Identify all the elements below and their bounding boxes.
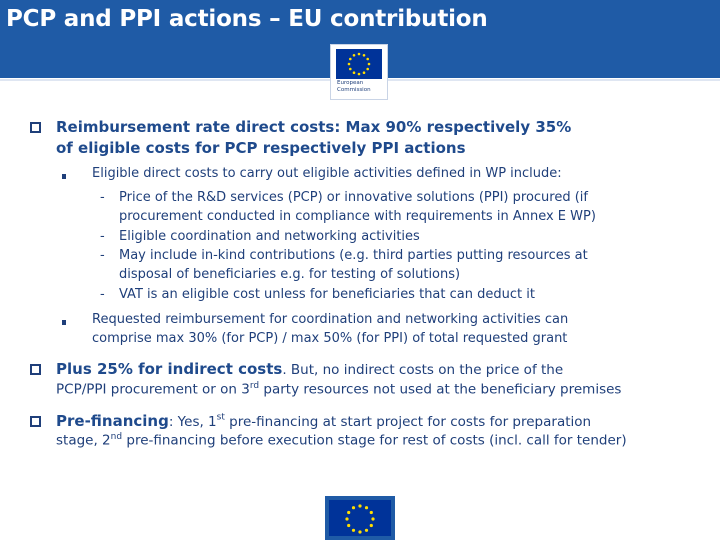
checkbox-bullet-icon [30,416,41,427]
q3-text-b: pre-financing at start project for costs for preparation [224,414,592,430]
dash-bullet-icon: - [100,287,105,302]
q2-line2-b: party resources not used at the beneficiary premises [259,381,622,398]
q2-line2-a: PCP/PPI procurement or on 3 [56,381,250,398]
bullet1-sub3-line2: disposal of beneficiaries e.g. for testing of solutions) [119,267,461,282]
bullet1-sub4: VAT is an eligible cost unless for beneficiaries that can deduct it [119,287,535,302]
checkbox-bullet-icon [30,122,41,133]
square-bullet-icon [62,174,66,179]
footer-stars-icon [329,500,391,536]
logo-line-2: Commission [337,87,371,93]
q3-text-sup: st [216,412,225,423]
q3-line1 [56,411,591,430]
q2-heading: Plus 25% for indirect costs [56,360,283,378]
q1-heading-line2: of eligible costs for PCP respectively PPI actions [56,139,466,157]
bullet1-text: Eligible direct costs to carry out eligible activities defined in WP include: [92,166,562,181]
q3-line2-a: stage, 2 [56,432,111,449]
dash-bullet-icon: - [100,229,105,244]
dash-bullet-icon: - [100,248,105,263]
bullet1-sub1-line2: procurement conducted in compliance with requirements in Annex E WP) [119,209,596,224]
footer-eu-flag-icon [329,500,391,536]
bullet1-sub1-line1: Price of the R&D services (PCP) or innovative solutions (PPI) procured (if [119,190,588,205]
square-bullet-icon [62,320,66,325]
q2-text: . But, no indirect costs on the price of the [282,362,564,378]
checkbox-bullet-icon [30,364,41,375]
q3-line2-sup: nd [110,432,123,442]
logo-line-1: European [337,80,364,86]
q1-heading-line1: Reimbursement rate direct costs: Max 90% respectively 35% [56,118,572,136]
q3-line2 [56,432,627,449]
q2-line2 [56,381,621,398]
bullet1-sub2: Eligible coordination and networking activities [119,229,420,244]
dash-bullet-icon: - [100,190,105,205]
q2-line2-sup: rd [249,381,260,391]
q3-text-a: : Yes, 1 [168,414,217,430]
q2-line1 [56,359,563,378]
bullet1-sub3-line1: May include in-kind contributions (e.g. third parties putting resources at [119,248,588,263]
bullet2-line1: Requested reimbursement for coordination and networking activities can [92,312,569,327]
q3-line2-b: pre-financing before execution stage for rest of costs (incl. call for tender) [122,432,627,449]
bullet2-line2: comprise max 30% (for PCP) / max 50% (for PPI) of total requested grant [92,331,568,346]
q3-heading: Pre-financing [56,412,169,430]
page-title: PCP and PPI actions – EU contribution [6,6,488,32]
